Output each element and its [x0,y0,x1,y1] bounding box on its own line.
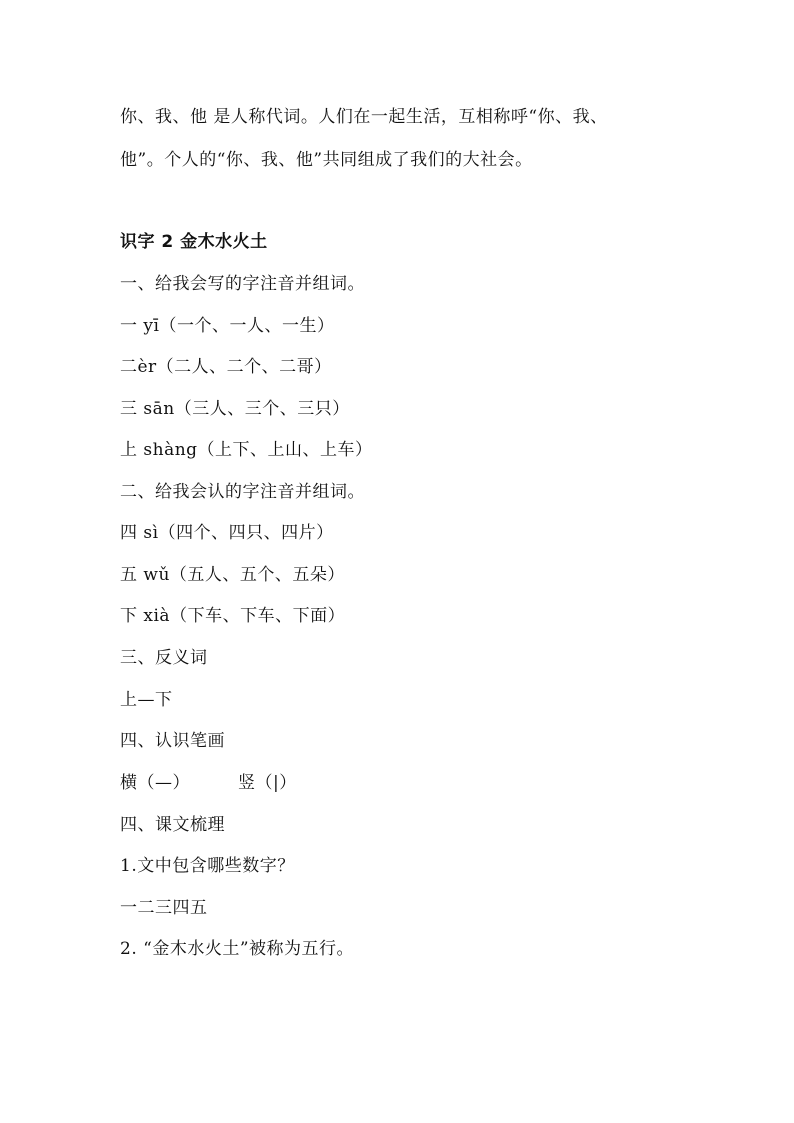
stroke-vertical: 竖（|） [238,773,297,793]
section2-item-wu: 五 wǔ（五人、五个、五朵） [120,565,345,585]
section3-heading: 三、反义词 [120,648,208,668]
section4-heading: 四、认识笔画 [120,731,225,751]
stroke-horizontal: 横（—） [120,773,190,793]
section1-item-san: 三 sān（三人、三个、三只） [120,399,350,419]
question-1: 1.文中包含哪些数字？ [120,856,295,876]
section5-heading: 四、课文梳理 [120,815,225,835]
section2-heading: 二、给我会认的字注音并组词。 [120,482,365,502]
antonym-pair: 上—下 [120,690,173,710]
section1-item-er: 二èr（二人、二个、二哥） [120,357,332,377]
section1-item-shang: 上 shàng（上下、上山、上车） [120,440,373,460]
strokes-line [120,773,297,793]
intro-line-2: 他”。个人的“你、我、他”共同组成了我们的大社会。 [120,150,533,170]
section1-heading: 一、给我会写的字注音并组词。 [120,274,365,294]
section1-item-yi: 一 yī（一个、一人、一生） [120,316,335,336]
answer-1: 一二三四五 [120,898,208,918]
intro-line-1: 你、我、他 是人称代词。人们在一起生活，互相称呼“你、我、 [120,107,608,127]
question-2: 2. “金木水火土”被称为五行。 [120,939,355,959]
section2-item-si: 四 sì（四个、四只、四片） [120,523,334,543]
section2-item-xia: 下 xià（下车、下车、下面） [120,606,346,626]
lesson-title: 识字 2 金木水火土 [120,232,268,252]
